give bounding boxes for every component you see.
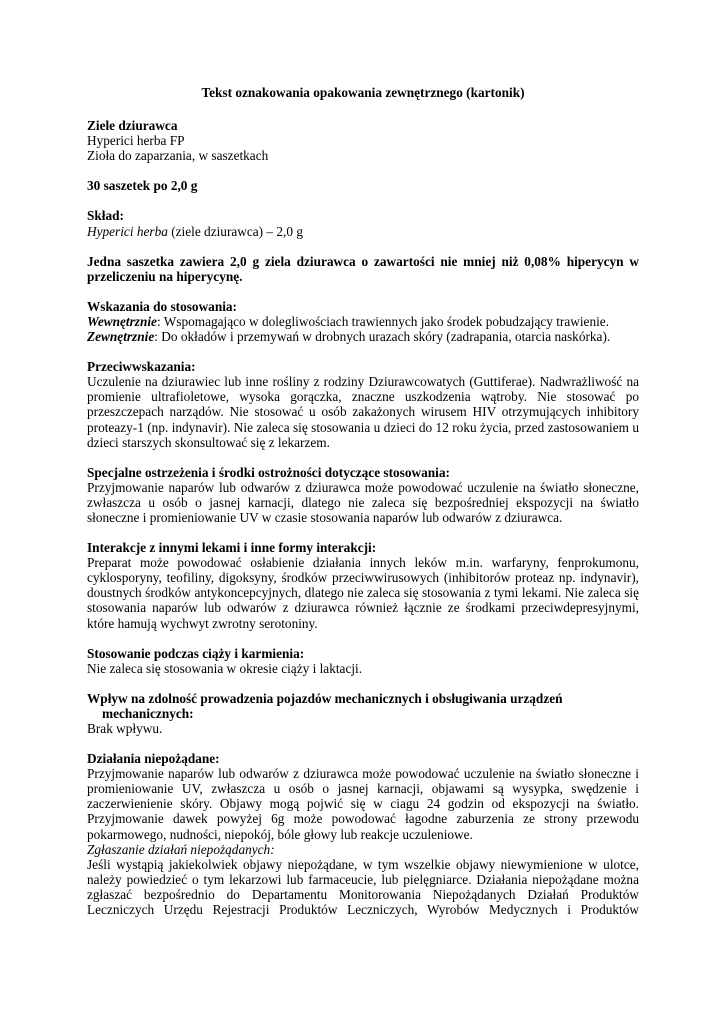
indications-heading: Wskazania do stosowania: bbox=[87, 298, 237, 314]
pregnancy-text: Nie zaleca się stosowania w okresie ciąży i laktacji. bbox=[87, 660, 363, 676]
driving-section bbox=[87, 691, 639, 736]
interactions-section bbox=[87, 540, 639, 631]
sachet-statement: Jedna saszetka zawiera 2,0 g ziela dziurawca o zawartości nie mniej niż 0,08% hiperycyn w przeliczeniu na hiperycynę. bbox=[87, 253, 639, 284]
document-title: Tekst oznakowania opakowania zewnętrznego (kartonik) bbox=[201, 85, 525, 100]
contraindications-section bbox=[87, 359, 639, 450]
side-effects-text: Przyjmowanie naparów lub odwarów z dziurawca może powodować uczulenie na światło słoneczne i promieniowanie UV, zwłaszcza u osób o jasnej karnacji, objawami są wysypka, swędzenie i zaczerwienienie skóry. Objawy mogą pojwić się w ciagu 24 godzin od ekspozycji na światło. Przyjmowanie dawek powyżej 6g może powodować łagodne zaburzenia ze strony przewodu pokarmowego, nudności, niepokój, bóle głowy lub reakcje uczuleniowe. bbox=[87, 766, 639, 842]
composition-ingredient-latin: Hyperici herba bbox=[87, 223, 168, 239]
pregnancy-section bbox=[87, 646, 639, 676]
package-size: 30 saszetek po 2,0 g bbox=[87, 178, 198, 194]
document-page bbox=[87, 85, 639, 917]
indications-internal-text: : Wspomagająco w dolegliwościach trawiennych jako środek pobudzający trawienie. bbox=[156, 313, 610, 329]
indications-external-label: Zewnętrznie bbox=[87, 329, 155, 345]
warnings-text: Przyjmowanie naparów lub odwarów z dziurawca może powodować uczulenie na światło słoneczne, zwłaszcza u osób o jasnej karnacji, dlatego nie zaleca się bezpośredniej ekspozycji na światło słoneczne i promieniowanie UV w czasie stosowania naparów lub odwarów z dziurawca. bbox=[87, 479, 639, 525]
contraindications-text: Uczulenie na dziurawiec lub inne rośliny z rodziny Dziurawcowatych (Guttiferae). Nadwrażliwość na promienie ultrafioletowe, wysoka gorączka, znaczne uszkodzenia wątroby. Nie stosować po przeszczepach narządów. Nie stosować u osób zakażonych wirusem HIV otrzymujących inhibitory proteazy-1 (np. indynavir). Nie zaleca się stosowania u dzieci do 12 roku życia, przed zastosowaniem u dzieci starszych skonsultować się z lekarzem. bbox=[87, 374, 639, 450]
product-block bbox=[87, 118, 639, 163]
indications-section bbox=[87, 299, 639, 344]
pregnancy-heading: Stosowanie podczas ciąży i karmienia: bbox=[87, 645, 305, 661]
composition-heading: Skład: bbox=[87, 208, 124, 224]
indications-external-text: : Do okładów i przemywań w drobnych urazach skóry (zadrapania, otarcia naskórka). bbox=[154, 329, 611, 345]
contraindications-heading: Przeciwwskazania: bbox=[87, 359, 196, 375]
warnings-section bbox=[87, 465, 639, 525]
interactions-heading: Interakcje z innymi lekami i inne formy interakcji: bbox=[87, 540, 377, 556]
reporting-text: Jeśli wystąpią jakiekolwiek objawy niepożądane, w tym wszelkie objawy niewymienione w ulotce, należy powiedzieć o tym lekarzowi lub farmaceucie, lub pielęgniarce. Działania niepożądane można zgłaszać bezpośrednio do Departamentu Monitorowania Niepożądanych Działań Produktów Leczniczych Urzędu Rejestracji Produktów Leczniczych, Wyrobów Medycznych i Produktów bbox=[87, 856, 639, 918]
driving-text: Brak wpływu. bbox=[87, 721, 163, 736]
product-latin-name: Hyperici herba FP bbox=[87, 133, 185, 149]
side-effects-section bbox=[87, 751, 639, 917]
interactions-text: Preparat może powodować osłabienie działania innych leków m.in. warfaryny, fenprokumonu, cyklosporyny, teofiliny, digoksyny, środków przeciwwirusowych (inhibitorów proteaz np. indynavir), doustnych środków antykoncepcyjnych, dlatego nie zaleca się stosowania z tymi lekami. Nie zaleca się stosowania naparów lub odwarów z dziurawca również łącznie ze środkami przeciwdepresyjnymi, które hamują wychwyt zwrotny serotoniny. bbox=[87, 555, 639, 631]
product-form: Zioła do zaparzania, w saszetkach bbox=[87, 148, 269, 164]
driving-heading: Wpływ na zdolność prowadzenia pojazdów mechanicznych i obsługiwania urządzeń mechanicznych: bbox=[87, 690, 563, 721]
indications-internal-label: Wewnętrznie bbox=[87, 313, 157, 329]
reporting-heading: Zgłaszanie działań niepożądanych: bbox=[87, 841, 275, 857]
side-effects-heading: Działania niepożądane: bbox=[87, 751, 220, 767]
composition-section bbox=[87, 208, 639, 238]
product-name: Ziele dziurawca bbox=[87, 118, 178, 134]
composition-ingredient-rest: (ziele dziurawca) – 2,0 g bbox=[167, 223, 303, 239]
warnings-heading: Specjalne ostrzeżenia i środki ostrożności dotyczące stosowania: bbox=[87, 464, 450, 480]
